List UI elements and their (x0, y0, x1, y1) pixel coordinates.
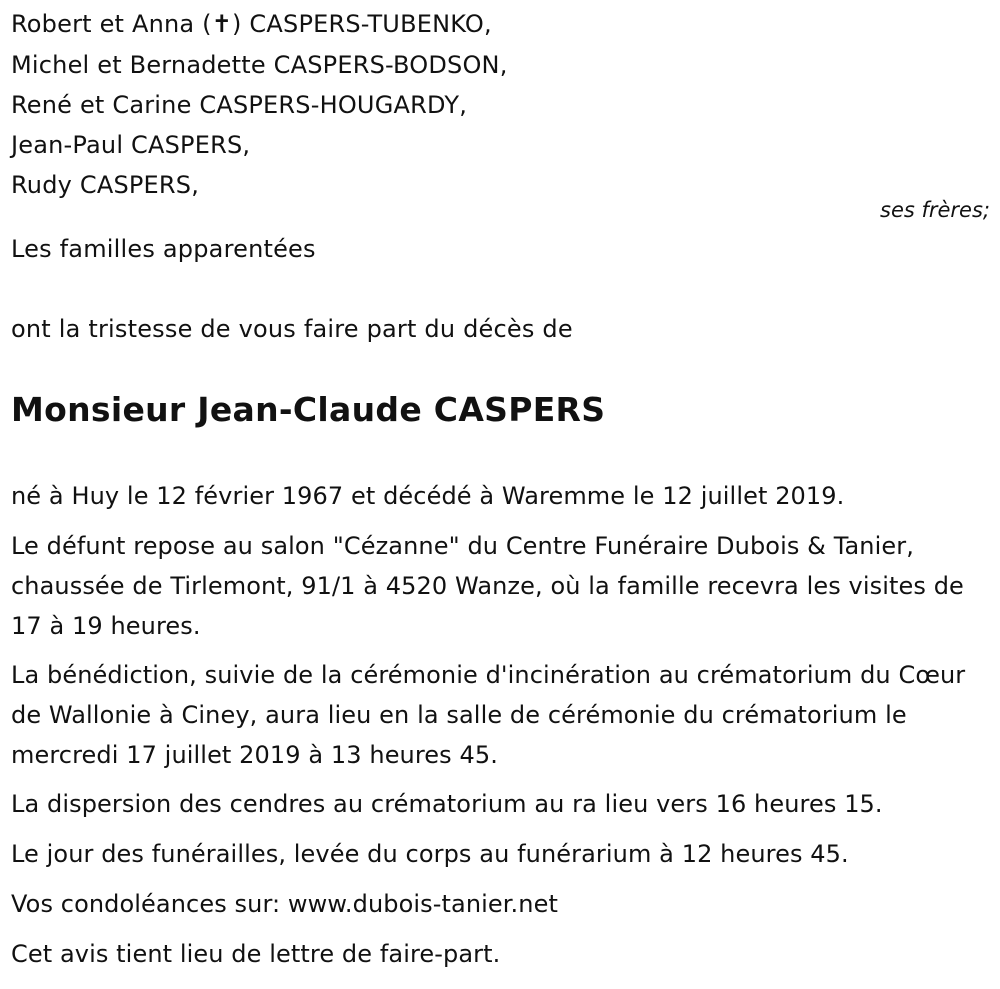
repose-paragraph: Le défunt repose au salon "Cézanne" du Centre Funéraire Dubois & Tanier, chaussée de Tirlemont, 91/1 à 4520 Wanze, où la famille recevra les visites de 17 à 19 heures. (11, 532, 964, 640)
deceased-name: Monsieur Jean-Claude CASPERS (11, 390, 606, 429)
brother-line-3: René et Carine CASPERS-HOUGARDY, (11, 91, 468, 119)
dispersion-paragraph: La dispersion des cendres au crématorium au ra lieu vers 16 heures 15. (11, 790, 883, 818)
announcement-intro: ont la tristesse de vous faire part du décès de (11, 315, 573, 343)
funeral-day-paragraph: Le jour des funérailles, levée du corps au funérarium à 12 heures 45. (11, 840, 849, 868)
condolences-paragraph: Vos condoléances sur: www.dubois-tanier.net (11, 890, 558, 918)
brother-line-5: Rudy CASPERS, (11, 171, 200, 199)
brothers-caption: ses frères; (880, 198, 990, 222)
related-families: Les familles apparentées (11, 235, 316, 263)
brother-line-2: Michel et Bernadette CASPERS-BODSON, (11, 51, 508, 79)
ceremony-paragraph: La bénédiction, suivie de la cérémonie d'incinération au crématorium du Cœur de Wallonie à Ciney, aura lieu en la salle de cérémonie du crématorium le mercredi 17 juillet 2019 à 13 heures 45. (11, 661, 966, 769)
notice-paragraph: Cet avis tient lieu de lettre de faire-part. (11, 940, 501, 968)
birth-death-paragraph: né à Huy le 12 février 1967 et décédé à Waremme le 12 juillet 2019. (11, 482, 845, 510)
brother-line-4: Jean-Paul CASPERS, (11, 131, 251, 159)
brother-line-1: Robert et Anna (✝) CASPERS-TUBENKO, (11, 10, 492, 38)
